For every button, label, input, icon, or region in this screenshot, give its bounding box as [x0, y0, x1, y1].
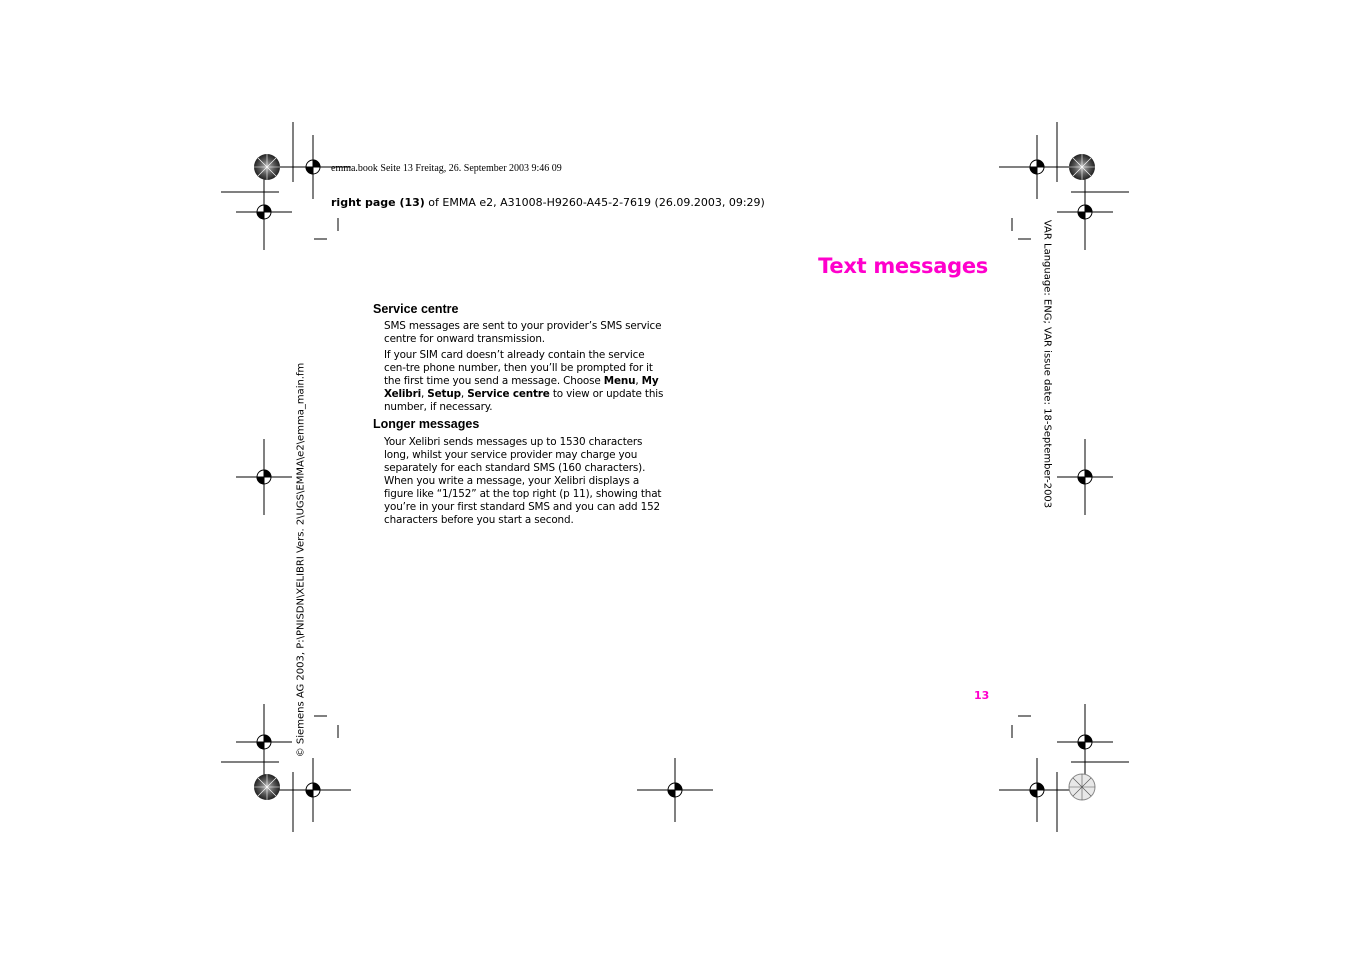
menu-term: Menu [603, 375, 636, 387]
page-label: right page (13) [331, 196, 425, 209]
service-centre-para-1: SMS messages are sent to your provider’s SMS service centre for onward transmission. [384, 320, 662, 345]
separator: , [635, 375, 642, 387]
service-centre-para-2 [384, 349, 669, 414]
longer-messages-para-1: Your Xelibri sends messages up to 1530 characters long, whilst your service provider may charge you separately for each standard SMS (160 characters). When you write a message, your Xelibri displays a figure like “1/152” at the top right (p 11), showing that you’re in your first standard SMS and you can add 152 characters before you start a second. [384, 436, 662, 526]
section-heading-longer-messages: Longer messages [373, 417, 480, 431]
para-text: If your SIM card doesn’t already contain the service cen-tre phone number, then you’ll be prompted for it the first time you send a message. Choose [384, 349, 653, 387]
my-xelibri-term: My Xelibri [384, 375, 659, 400]
page-details: of EMMA e2, A31008-H9260-A45-2-7619 (26.09.2003, 09:29) [424, 196, 765, 209]
book-info: emma.book Seite 13 Freitag, 26. September 2003 9:46 09 [331, 163, 562, 174]
separator: , [420, 388, 428, 400]
section-heading-service-centre: Service centre [373, 302, 459, 316]
page-title: Text messages [818, 254, 988, 278]
separator: , [460, 388, 468, 400]
var-language: VAR Language: ENG; VAR issue date: 18-September-2003 [1041, 219, 1053, 509]
page-info [331, 196, 765, 209]
service-centre-term: Service centre [467, 388, 550, 400]
setup-term: Setup [427, 388, 461, 400]
copyright-path: © Siemens AG 2003, P:\PNISDN\XELIBRI Vers. 2\UGS\EMMA\e2\emma_main.fm [295, 362, 307, 758]
para-text: to view or update this number, if necessary. [384, 388, 664, 413]
page-number: 13 [974, 689, 990, 702]
